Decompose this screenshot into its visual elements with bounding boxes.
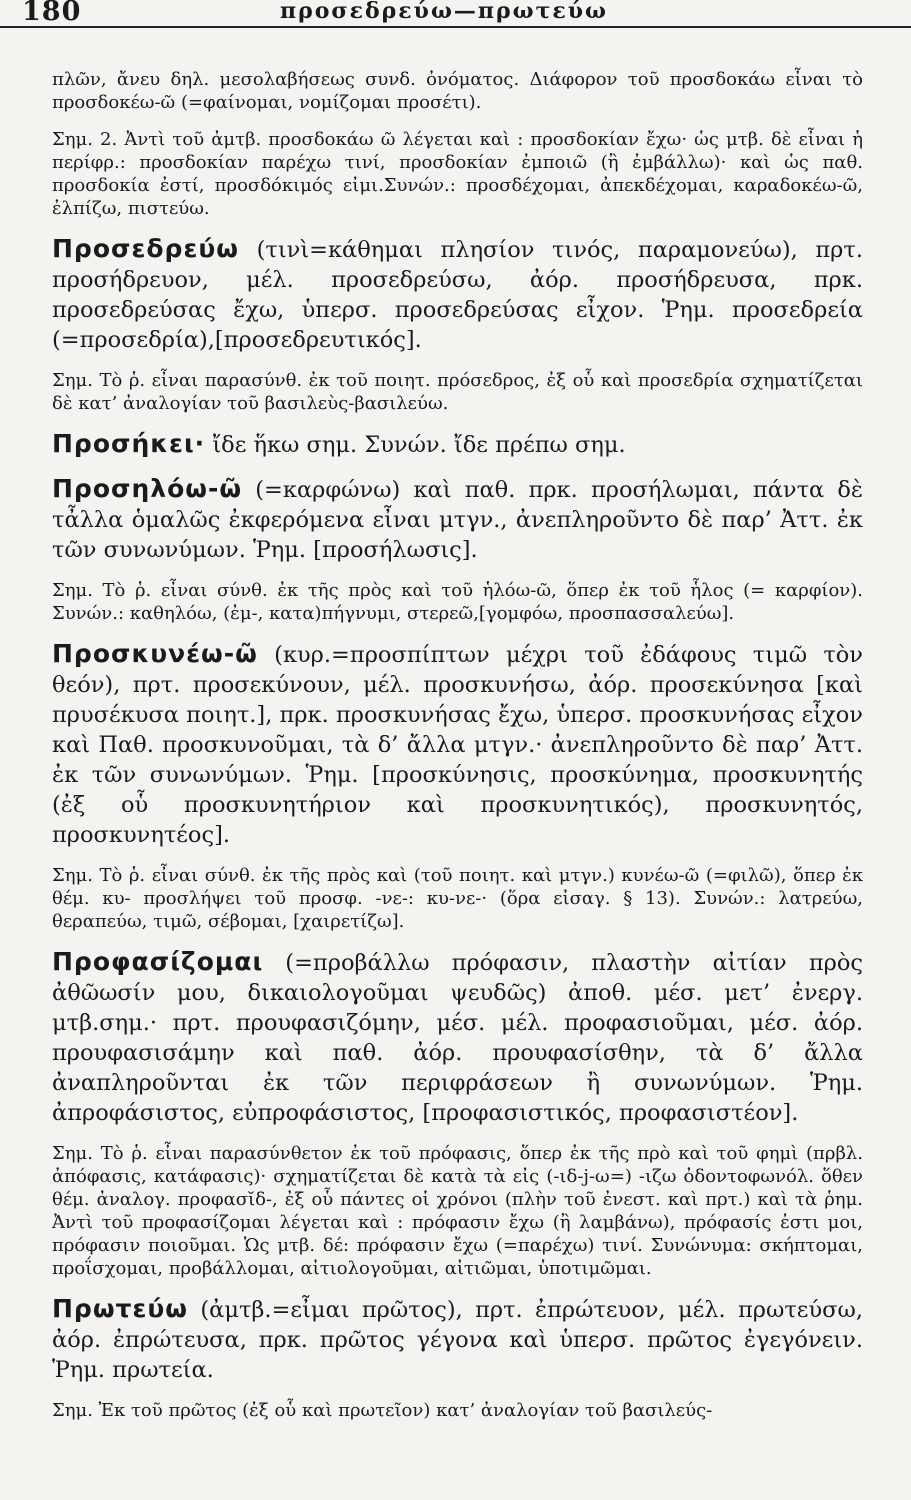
entry-headword: Προσεδρεύω — [52, 234, 239, 263]
entry-text: (=προβάλλω πρόφασιν, πλαστὴν αἰτίαν πρὸς ἀθῶωσίν μου, δικαιολογοῦμαι ψευδῶς) ἀποθ. μέσ. μετ’ ἐνεργ. μτβ.σημ.· πρτ. προυφασιζόμην, μέσ. μέλ. προφασιοῦμαι, μέσ. ἀόρ. προυφασισάμην καὶ παθ. ἀόρ. προυφασίσθην, τὰ δ’ ἄλλα ἀναπληροῦνται ἐκ τῶν περιφράσεων ἢ συνωνύμων. Ῥημ. ἀπροφάσιστος, εὐπροφάσιστος, [προφασιστικός, προφασιστέον]. — [52, 950, 863, 1126]
note-text: Σημ. Ἐκ τοῦ πρῶτος (ἐξ οὗ καὶ πρωτεῖον) κατ’ ἀναλογίαν τοῦ βασιλεύς- — [52, 1400, 713, 1421]
entry-text: (ἀμτβ.=εἶμαι πρῶτος), πρτ. ἐπρώτευον, μέλ. πρωτεύσω, ἀόρ. ἐπρώτευσα, πρκ. πρῶτος γέγονα καὶ ὑπερσ. πρῶτος ἐγεγόνειν. Ῥημ. πρωτεία. — [52, 1297, 863, 1383]
note-profasizomai — [52, 1142, 863, 1280]
entry-headword: Πρωτεύω — [52, 1294, 189, 1323]
entry-prosiloo — [52, 474, 863, 565]
entry-headword: Προσήκει· — [52, 429, 206, 458]
entry-headword: Προσηλόω-ῶ — [52, 474, 243, 503]
entry-text: (=καρφώνω) καὶ παθ. πρκ. προσήλωμαι, πάντα δὲ τἆλλα ὁμαλῶς ἐκφερόμενα εἶναι μτγν., ἀνεπληροῦντο δὲ παρ’ Ἀττ. ἐκ τῶν συνωνύμων. Ῥημ. [προσήλωσις]. — [52, 477, 863, 563]
entry-prosedreuo — [52, 234, 863, 355]
entry-text: (τινὶ=κάθημαι πλησίον τινός, παραμονεύω), πρτ. προσήδρευον, μέλ. προσεδρεύσω, ἀόρ. προσήδρευσα, πρκ. προσεδρεύσας ἔχω, ὑπερσ. προσεδρεύσας εἶχον. Ῥημ. προσεδρεία (=προσεδρία),[προσεδρευτικός]. — [52, 237, 863, 353]
entry-headword: Προφασίζομαι — [52, 947, 264, 976]
note-prosiloo — [52, 579, 863, 625]
note-prosedreuo — [52, 369, 863, 415]
note-proteuo — [52, 1399, 863, 1422]
page-number: 180 — [22, 0, 82, 27]
page-body — [52, 28, 863, 1422]
paragraph-intro — [52, 68, 863, 114]
note-text: Σημ. 2. Ἀντὶ τοῦ ἀμτβ. προσδοκάω ῶ λέγεται καὶ : προσδοκίαν ἔχω· ὡς μτβ. δὲ εἶναι ἡ περίφρ.: προσδοκίαν παρέχω τινί, προσδοκίαν ἐμποιῶ (ἢ ἐμβάλλω)· καὶ ὡς παθ. προσδοκία ἐστί, προσδόκιμός εἰμι.Συνών.: προσδέχομαι, ἀπεκδέχομαι, καραδοκέω-ῶ, ἐλπίζω, πιστεύω. — [52, 129, 863, 219]
entry-text: ἴδε ἥκω σημ. Συνών. ἴδε πρέπω σημ. — [205, 432, 626, 458]
page-header — [0, 0, 911, 28]
entry-headword: Προσκυνέω-ῶ — [52, 639, 258, 668]
running-head: προσεδρεύω—πρωτεύω — [280, 0, 608, 24]
note-text: Σημ. Τὸ ῥ. εἶναι παρασύνθετον ἐκ τοῦ πρόφασις, ὅπερ ἐκ τῆς πρὸ καὶ τοῦ φημὶ (πρβλ. ἀπόφασις, κατάφασις)· σχηματίζεται δὲ κατὰ τὰ εἰς (-ιδ-j-ω=) -ιζω ὀδοντοφωνόλ. ὅθεν θέμ. ἀναλογ. προφασῐδ-, ἐξ οὗ πάντες οἱ χρόνοι (πλὴν τοῦ ἐνεστ. καὶ πρτ.) καὶ τὰ ῥημ. Ἀντὶ τοῦ προφασίζομαι λέγεται καὶ : πρόφασιν ἔχω (ἢ λαμβάνω), πρόφασίς ἐστι μοι, πρόφασιν ποιοῦμαι. Ὡς μτβ. δέ: πρόφασιν ἔχω (=παρέχω) τινί. Συνώνυμα: σκήπτομαι, προΐσχομαι, προβάλλομαι, αἰτιολογοῦμαι, αἰτιῶμαι, ὑποτιμῶμαι. — [52, 1143, 863, 1279]
note-text: Σημ. Τὸ ῥ. εἶναι σύνθ. ἐκ τῆς πρὸς καὶ τοῦ ἡλόω-ῶ, ὅπερ ἐκ τοῦ ἧλος (= καρφίον). Συνών.: καθηλόω, (ἐμ-, κατα)πήγνυμι, στερεῶ,[γομφόω, προσπασσαλεύω]. — [52, 580, 863, 624]
entry-proseekei — [52, 429, 863, 460]
entry-proskyneo — [52, 639, 863, 850]
note-prosdokao — [52, 128, 863, 220]
entry-profasizomai — [52, 947, 863, 1128]
note-text: Σημ. Τὸ ῥ. εἶναι σύνθ. ἐκ τῆς πρὸς καὶ (τοῦ ποιητ. καὶ μτγν.) κυνέω-ῶ (=φιλῶ), ὅπερ ἐκ θέμ. κυ- προσλήψει τοῦ προσφ. -νε-: κυ-νε-· (ὅρα εἰσαγ. § 13). Συνών.: λατρεύω, θεραπεύω, τιμῶ, σέβομαι, [χαιρετίζω]. — [52, 865, 863, 932]
entry-proteuo — [52, 1294, 863, 1385]
paragraph-text: πλῶν, ἄνευ δηλ. μεσολαβήσεως συνδ. ὀνόματος. Διάφορον τοῦ προσδοκάω εἶναι τὸ προσδοκέω-ῶ (=φαίνομαι, νομίζομαι προσέτι). — [52, 69, 863, 113]
note-proskyneo — [52, 864, 863, 933]
entry-text: (κυρ.=προσπίπτων μέχρι τοῦ ἐδάφους τιμῶ τὸν θεόν), πρτ. προσεκύνουν, μέλ. προσκυνήσω, ἀόρ. προσεκύνησα [καὶ πρυσέκυσα ποιητ.], πρκ. προσκυνήσας ἔχω, ὑπερσ. προσκυνήσας εἶχον καὶ Παθ. προσκυνοῦμαι, τὰ δ’ ἄλλα μτγν.· ἀνεπληροῦντο δὲ παρ’ Ἀττ. ἐκ τῶν συνωνύμων. Ῥημ. [προσκύνησις, προσκύνημα, προσκυνητής (ἐξ οὗ προσκυνητήριον καὶ προσκυνητικός), προσκυνητός, προσκυνητέος]. — [52, 642, 863, 848]
note-text: Σημ. Τὸ ῥ. εἶναι παρασύνθ. ἐκ τοῦ ποιητ. πρόσεδρος, ἐξ οὗ καὶ προσεδρία σχηματίζεται δὲ κατ’ ἀναλογίαν τοῦ βασιλεὺς-βασιλεύω. — [52, 370, 863, 414]
